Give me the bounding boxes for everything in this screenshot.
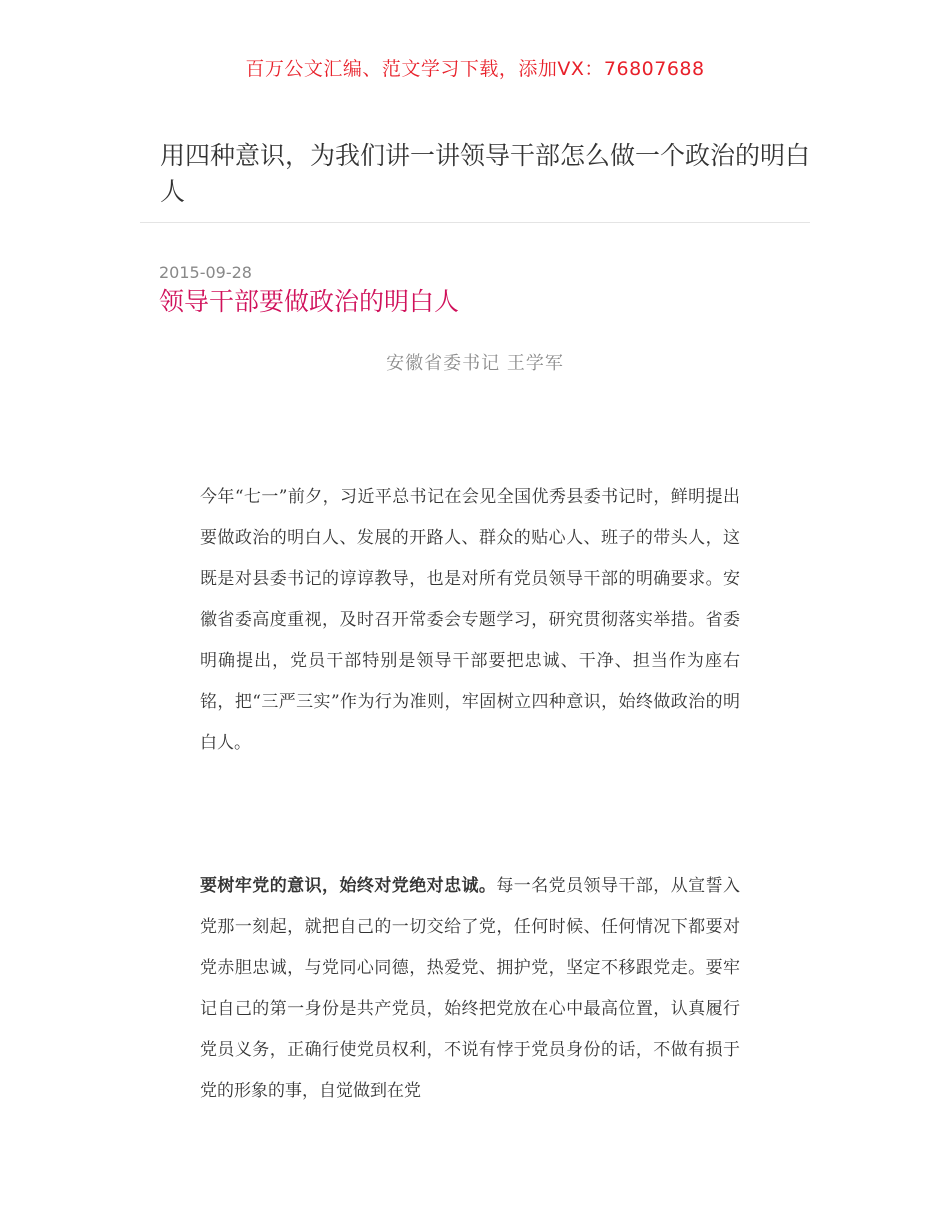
paragraph-body: 每一名党员领导干部，从宣誓入党那一刻起，就把自己的一切交给了党，任何时候、任何情况下都要对党赤胆忠诚，与党同心同德，热爱党、拥护党，坚定不移跟党走。要牢记自己的第一身份是共产党员，始终把党放在心中最高位置，认真履行党员义务，正确行使党员权利，不说有悖于党员身份的话，不做有损于党的形象的事，自觉做到在党 [200,876,741,1101]
body-paragraph-1: 今年“七一”前夕，习近平总书记在会见全国优秀县委书记时，鲜明提出要做政治的明白人、发展的开路人、群众的贴心人、班子的带头人，这既是对县委书记的谆谆教导，也是对所有党员领导干部的明确要求。安徽省委高度重视，及时召开常委会专题学习，研究贯彻落实举措。省委明确提出，党员干部特别是领导干部要把忠诚、干净、担当作为座右铭，把“三严三实”作为行为准则，牢固树立四种意识，始终做政治的明白人。 [200,487,740,753]
promo-banner: 百万公文汇编、范文学习下载，添加VX：76807688 [245,58,705,80]
page-title: 用四种意识，为我们讲一讲领导干部怎么做一个政治的明白人 [160,141,811,206]
article-header [140,138,810,223]
author-byline: 安徽省委书记 王学军 [386,353,564,374]
paragraph-lead: 要树牢党的意识，始终对党绝对忠诚。 [200,876,497,896]
body-paragraph-2 [200,866,740,1112]
article-subtitle: 领导干部要做政治的明白人 [159,287,460,316]
publish-date: 2015-09-28 [159,263,252,282]
title-divider [140,222,810,223]
